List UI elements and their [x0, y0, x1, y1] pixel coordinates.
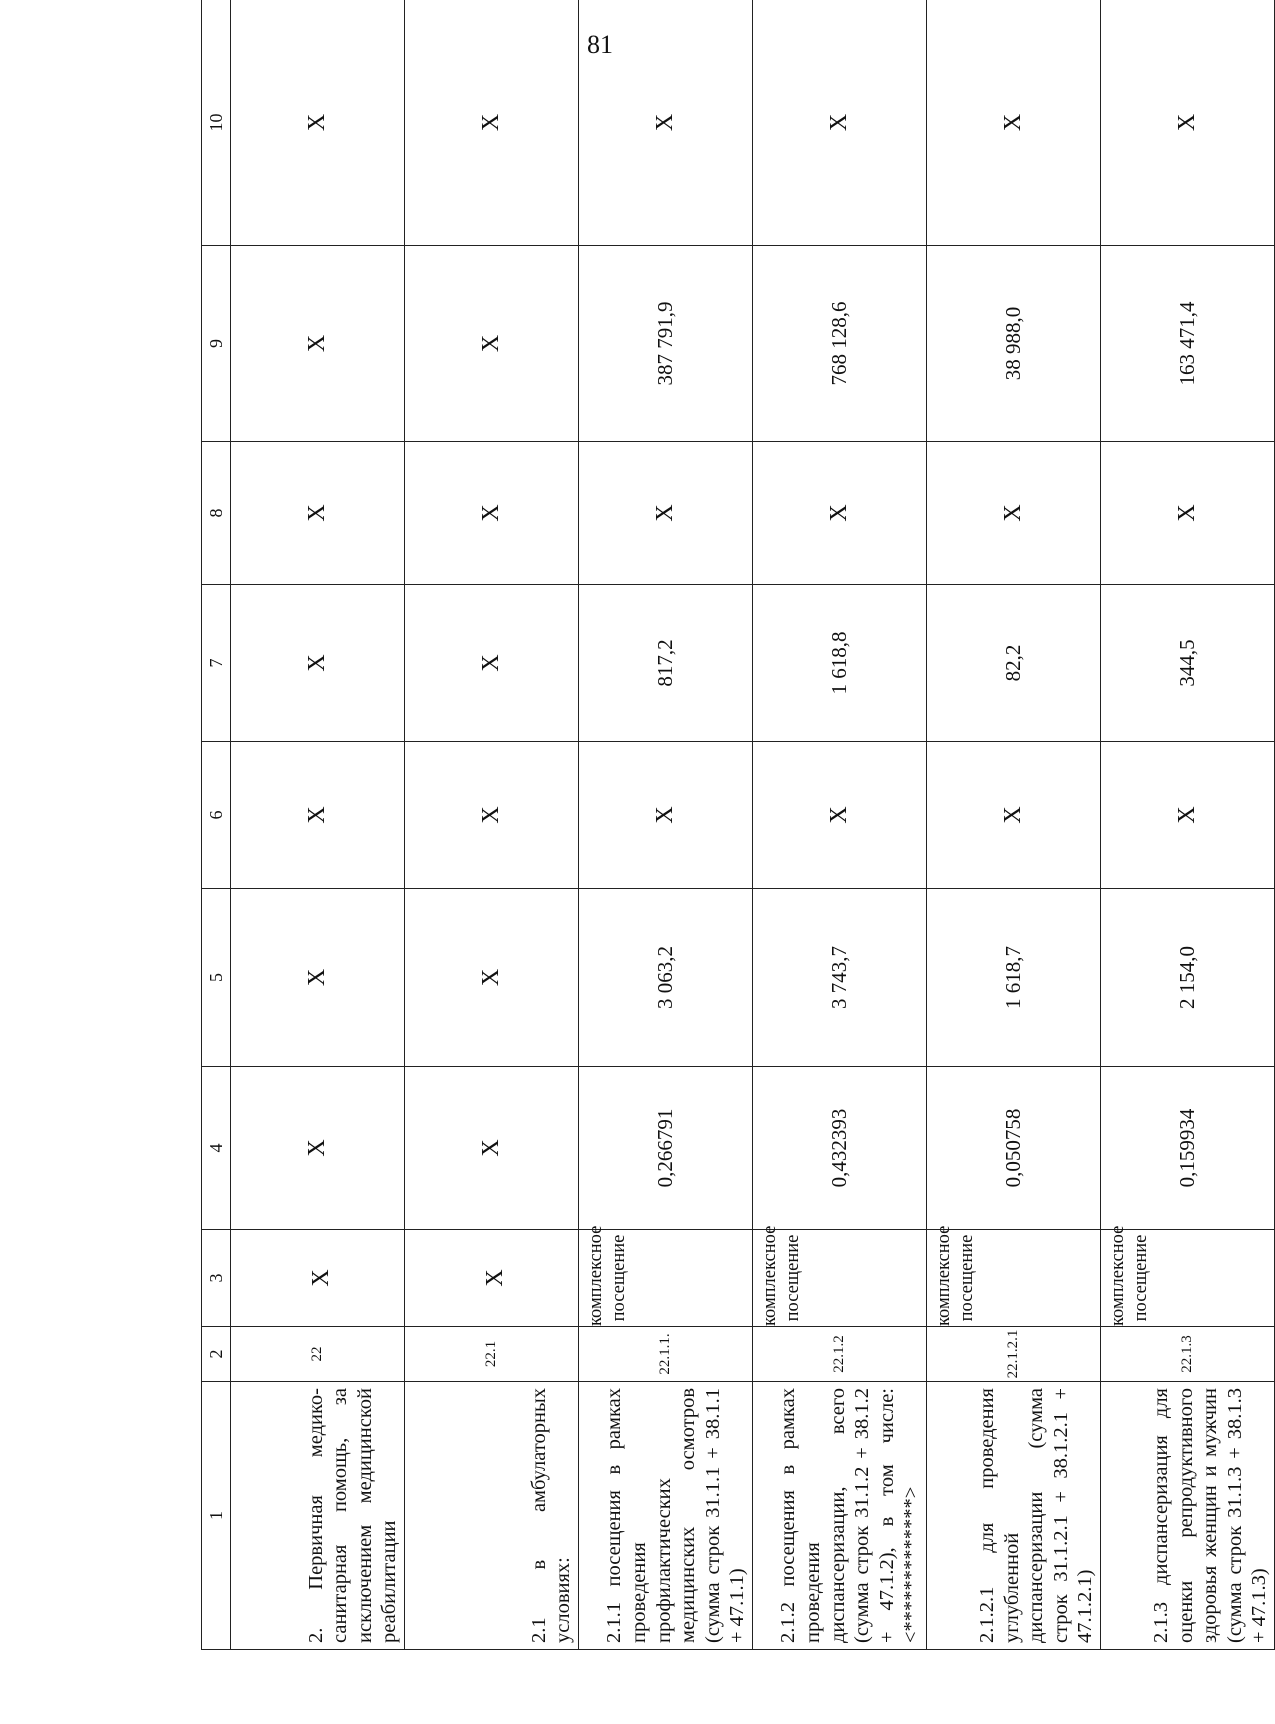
row-name-cell: 2.1.2 посещения в рамках проведения диспансеризации, всего (сумма строк 31.1.2 + 38.1.2 + 47.1.2), в том числе: <*************> — [753, 1382, 927, 1650]
row-unit-cell: комплексное посещение — [579, 1230, 753, 1327]
row-value-cell: Х — [231, 889, 405, 1067]
row-value-cell: Х — [753, 0, 927, 246]
row-code-cell: 22.1.3 — [1101, 1327, 1275, 1382]
row-value-cell: Х — [231, 1067, 405, 1230]
row-value-cell: 2 154,0 — [1101, 889, 1275, 1067]
row-value-cell: Х — [405, 889, 579, 1067]
row-value-cell: Х — [1101, 742, 1275, 889]
row-value-cell: Х — [231, 742, 405, 889]
row-value-cell: Х — [405, 246, 579, 442]
row-name-cell: 2.1.3 диспансеризация для оценки репродуктивного здоровья женщин и мужчин (сумма строк 31.1.3 + 38.1.3 + 47.1.3) — [1101, 1382, 1275, 1650]
header-cell: 8 — [202, 442, 231, 585]
row-value-cell: Х — [753, 742, 927, 889]
row-code-cell: 22.1.2 — [753, 1327, 927, 1382]
row-value-cell: 38 988,0 — [927, 246, 1101, 442]
row-value-cell: 3 063,2 — [579, 889, 753, 1067]
row-value-cell: Х — [927, 742, 1101, 889]
row-code-cell: 22.1.2.1 — [927, 1327, 1101, 1382]
row-value-cell: 0,432393 — [753, 1067, 927, 1230]
header-cell: 3 — [202, 1230, 231, 1327]
row-value-cell: 0,050758 — [927, 1067, 1101, 1230]
table-header-row — [202, 0, 231, 1650]
row-value-cell: 82,2 — [927, 585, 1101, 742]
row-value-cell: Х — [405, 442, 579, 585]
row-value-cell: Х — [1101, 0, 1275, 246]
row-value-cell: Х — [405, 585, 579, 742]
row-value-cell: Х — [405, 1067, 579, 1230]
row-name-cell: 2.1 в амбулаторных условиях: — [405, 1382, 579, 1650]
row-value-cell: 768 128,6 — [753, 246, 927, 442]
row-code-cell: 22.1.1. — [579, 1327, 753, 1382]
table-row — [231, 0, 405, 1650]
row-value-cell: Х — [1101, 442, 1275, 585]
row-value-cell: Х — [579, 442, 753, 585]
row-name-cell: 2. Первичная медико-санитарная помощь, за исключением медицинской реабилитации — [231, 1382, 405, 1650]
row-value-cell: 817,2 — [579, 585, 753, 742]
row-value-cell: Х — [231, 585, 405, 742]
table-row — [405, 0, 579, 1650]
row-unit-cell: Х — [405, 1230, 579, 1327]
row-value-cell: 1 618,7 — [927, 889, 1101, 1067]
row-value-cell: Х — [231, 246, 405, 442]
row-code-cell: 22 — [231, 1327, 405, 1382]
header-cell: 1 — [202, 1382, 231, 1650]
row-name-cell: 2.1.2.1 для проведения углубленной диспансеризации (сумма строк 31.1.2.1 + 38.1.2.1 + 47.1.2.1) — [927, 1382, 1101, 1650]
row-name-cell: 2.1.1 посещения в рамках проведения профилактических медицинских осмотров (сумма строк 31.1.1 + 38.1.1 + 47.1.1) — [579, 1382, 753, 1650]
rotated-table-inner — [201, 100, 1271, 1650]
table-row — [1101, 0, 1275, 1650]
row-value-cell: Х — [405, 0, 579, 246]
row-value-cell: 344,5 — [1101, 585, 1275, 742]
header-cell: 10 — [202, 0, 231, 246]
row-value-cell: Х — [405, 742, 579, 889]
row-unit-cell: комплексное посещение — [927, 1230, 1101, 1327]
row-value-cell: Х — [927, 0, 1101, 246]
row-unit-cell: Х — [231, 1230, 405, 1327]
table-row — [753, 0, 927, 1650]
row-value-cell: 0,266791 — [579, 1067, 753, 1230]
row-value-cell: 0,159934 — [1101, 1067, 1275, 1230]
header-cell: 2 — [202, 1327, 231, 1382]
page-number: 81 — [587, 30, 613, 59]
row-unit-cell: комплексное посещение — [753, 1230, 927, 1327]
header-cell: 9 — [202, 246, 231, 442]
header-cell: 5 — [202, 889, 231, 1067]
header-cell: 6 — [202, 742, 231, 889]
row-value-cell: Х — [579, 0, 753, 246]
row-value-cell: Х — [753, 442, 927, 585]
row-value-cell: 387 791,9 — [579, 246, 753, 442]
header-cell: 4 — [202, 1067, 231, 1230]
row-unit-cell: комплексное посещение — [1101, 1230, 1275, 1327]
header-cell: 7 — [202, 585, 231, 742]
table-row — [579, 0, 753, 1650]
table-row — [927, 0, 1101, 1650]
row-value-cell: 3 743,7 — [753, 889, 927, 1067]
data-table — [201, 0, 1275, 1650]
row-value-cell: Х — [927, 442, 1101, 585]
row-value-cell: 1 618,8 — [753, 585, 927, 742]
row-value-cell: Х — [231, 442, 405, 585]
row-value-cell: Х — [579, 742, 753, 889]
rotated-table-region — [201, 100, 1271, 1650]
row-value-cell: Х — [231, 0, 405, 246]
row-code-cell: 22.1 — [405, 1327, 579, 1382]
row-value-cell: 163 471,4 — [1101, 246, 1275, 442]
